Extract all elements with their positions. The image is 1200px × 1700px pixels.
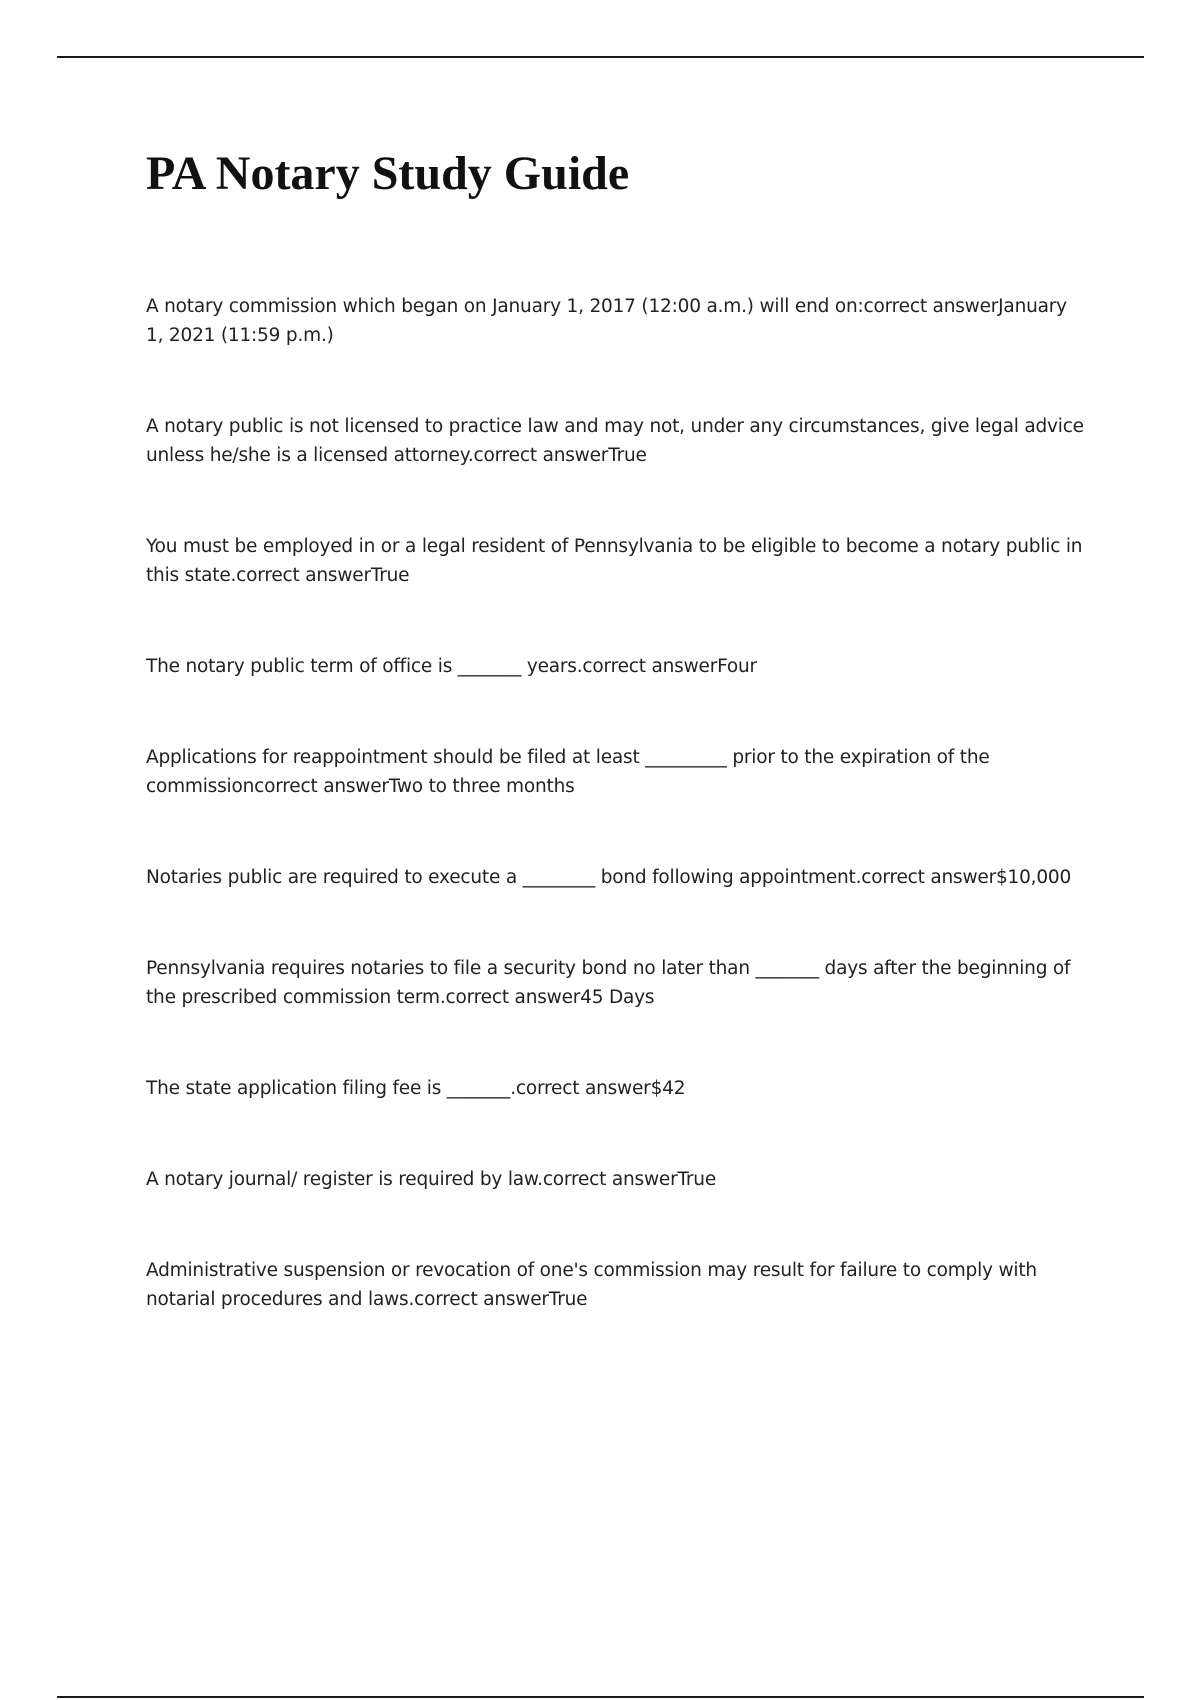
question-answer-list (146, 292, 1086, 1376)
qa-item-10: Administrative suspension or revocation of one's commission may result for failure to comply with notarial procedures and laws.correct answerTrue (146, 1260, 1037, 1310)
qa-item-9: A notary journal/ register is required by law.correct answerTrue (146, 1169, 716, 1190)
qa-item-8: The state application filing fee is _______.correct answer$42 (146, 1078, 686, 1099)
qa-item-7: Pennsylvania requires notaries to file a security bond no later than _______ days after the beginning of the prescribed commission term.correct answer45 Days (146, 958, 1071, 1008)
page-title: PA Notary Study Guide (146, 147, 630, 200)
qa-item-2: A notary public is not licensed to practice law and may not, under any circumstances, give legal advice unless he/she is a licensed attorney.correct answerTrue (146, 416, 1084, 466)
top-divider (57, 56, 1144, 58)
qa-item-5: Applications for reappointment should be filed at least _________ prior to the expiration of the commissioncorrect answerTwo to three months (146, 747, 990, 797)
qa-item-6: Notaries public are required to execute a ________ bond following appointment.correct answer$10,000 (146, 867, 1072, 888)
bottom-divider (57, 1696, 1144, 1698)
qa-item-3: You must be employed in or a legal resident of Pennsylvania to be eligible to become a notary public in this state.correct answerTrue (146, 536, 1083, 586)
qa-item-4: The notary public term of office is _______ years.correct answerFour (146, 656, 757, 677)
qa-item-1: A notary commission which began on January 1, 2017 (12:00 a.m.) will end on:correct answerJanuary 1, 2021 (11:59 p.m.) (146, 296, 1067, 346)
